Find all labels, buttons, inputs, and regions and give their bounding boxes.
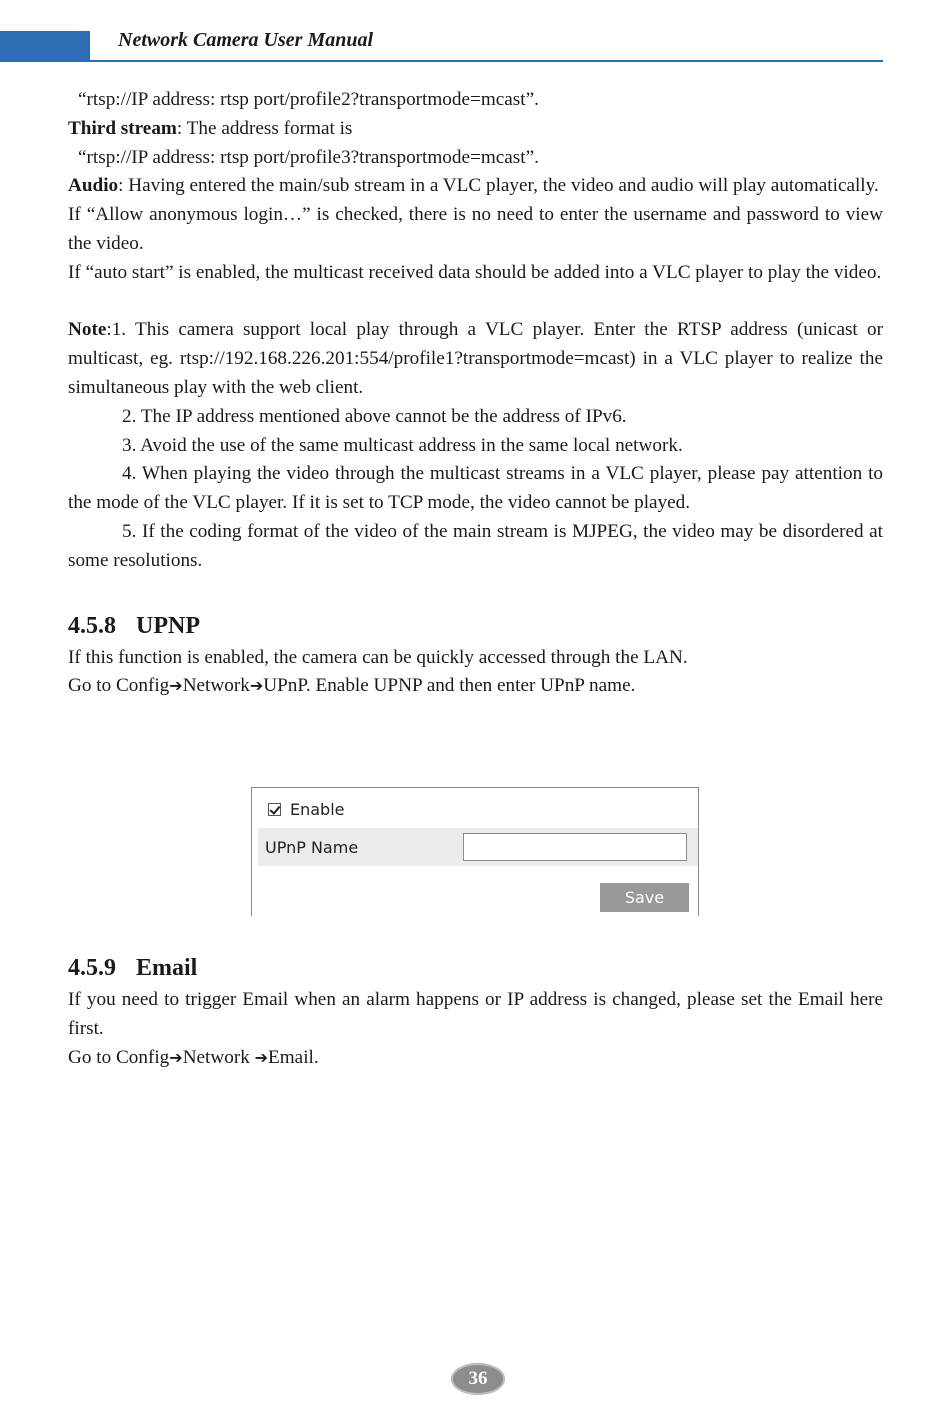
section-number: 4.5.8 xyxy=(68,612,116,639)
text: :1. This camera support local play through a VLC player. Enter the RTSP address (unicast or multicast, eg. rtsp://192.168.226.201:554/profile1?transportmode=mcast) in a VLC player to realize the simultaneous play with the web client. xyxy=(68,319,883,398)
section-number: 4.5.9 xyxy=(68,955,116,981)
enable-row[interactable] xyxy=(268,799,345,819)
note-label: Note xyxy=(68,319,107,341)
paragraph: “rtsp://IP address: rtsp port/profile2?transportmode=mcast”. xyxy=(78,89,539,110)
note-item: 2. The IP address mentioned above cannot be the address of IPv6. xyxy=(122,405,627,427)
text: UPnP. Enable UPNP and then enter UPnP name. xyxy=(263,675,636,697)
header-rule xyxy=(90,60,883,62)
paragraph xyxy=(68,672,883,701)
paragraph: If “auto start” is enabled, the multicast received data should be added into a VLC player to play the video. xyxy=(68,261,882,283)
enable-checkbox[interactable] xyxy=(268,803,281,816)
arrow-right-icon: ➔ xyxy=(169,1047,183,1067)
text: : Having entered the main/sub stream in a VLC player, the video and audio will play automatically. xyxy=(118,175,879,197)
header-accent-bar xyxy=(0,31,90,62)
page-number: 36 xyxy=(468,1368,488,1389)
text: Email. xyxy=(268,1046,319,1068)
enable-label: Enable xyxy=(290,799,345,819)
text: Network xyxy=(182,1046,255,1068)
note-item: 5. If the coding format of the video of the main stream is MJPEG, the video may be disordered at some resolutions. xyxy=(68,520,883,571)
text: Network xyxy=(182,675,250,697)
arrow-right-icon: ➔ xyxy=(169,676,183,696)
term: Audio xyxy=(68,175,119,197)
section-heading-upnp xyxy=(68,610,883,642)
page-content xyxy=(68,86,883,701)
paragraph: If this function is enabled, the camera can be quickly accessed through the LAN. xyxy=(68,646,688,668)
paragraph: “rtsp://IP address: rtsp port/profile3?transportmode=mcast”. xyxy=(78,146,539,168)
note-paragraph xyxy=(68,316,883,402)
upnp-name-label: UPnP Name xyxy=(265,838,359,857)
header-title: Network Camera User Manual xyxy=(118,29,374,51)
paragraph: If “Allow anonymous login…” is checked, there is no need to enter the username and password to view the video. xyxy=(68,204,883,254)
section-heading-email xyxy=(68,952,883,984)
paragraph xyxy=(68,172,883,201)
note-item: 4. When playing the video through the multicast streams in a VLC player, please pay attention to the mode of the VLC player. If it is set to TCP mode, the video cannot be played. xyxy=(68,463,883,514)
save-button[interactable]: Save xyxy=(600,883,689,912)
upnp-name-input[interactable] xyxy=(463,833,687,861)
text: : The address format is xyxy=(176,117,353,139)
section-title: UPNP xyxy=(136,612,200,639)
arrow-right-icon: ➔ xyxy=(254,1047,269,1067)
text: Go to Config xyxy=(68,1046,170,1068)
note-item: 3. Avoid the use of the same multicast address in the same local network. xyxy=(122,434,683,456)
section-title: Email xyxy=(136,955,198,981)
paragraph xyxy=(68,1044,883,1073)
upnp-settings-panel xyxy=(251,787,699,916)
email-section xyxy=(68,952,883,1072)
paragraph xyxy=(68,115,883,144)
page-number-badge xyxy=(451,1363,505,1395)
term: Third stream xyxy=(68,117,177,139)
arrow-right-icon: ➔ xyxy=(249,676,264,696)
upnp-name-row xyxy=(258,828,698,866)
text: Go to Config xyxy=(68,675,170,697)
paragraph: If you need to trigger Email when an alarm happens or IP address is changed, please set the Email here first. xyxy=(68,989,883,1039)
